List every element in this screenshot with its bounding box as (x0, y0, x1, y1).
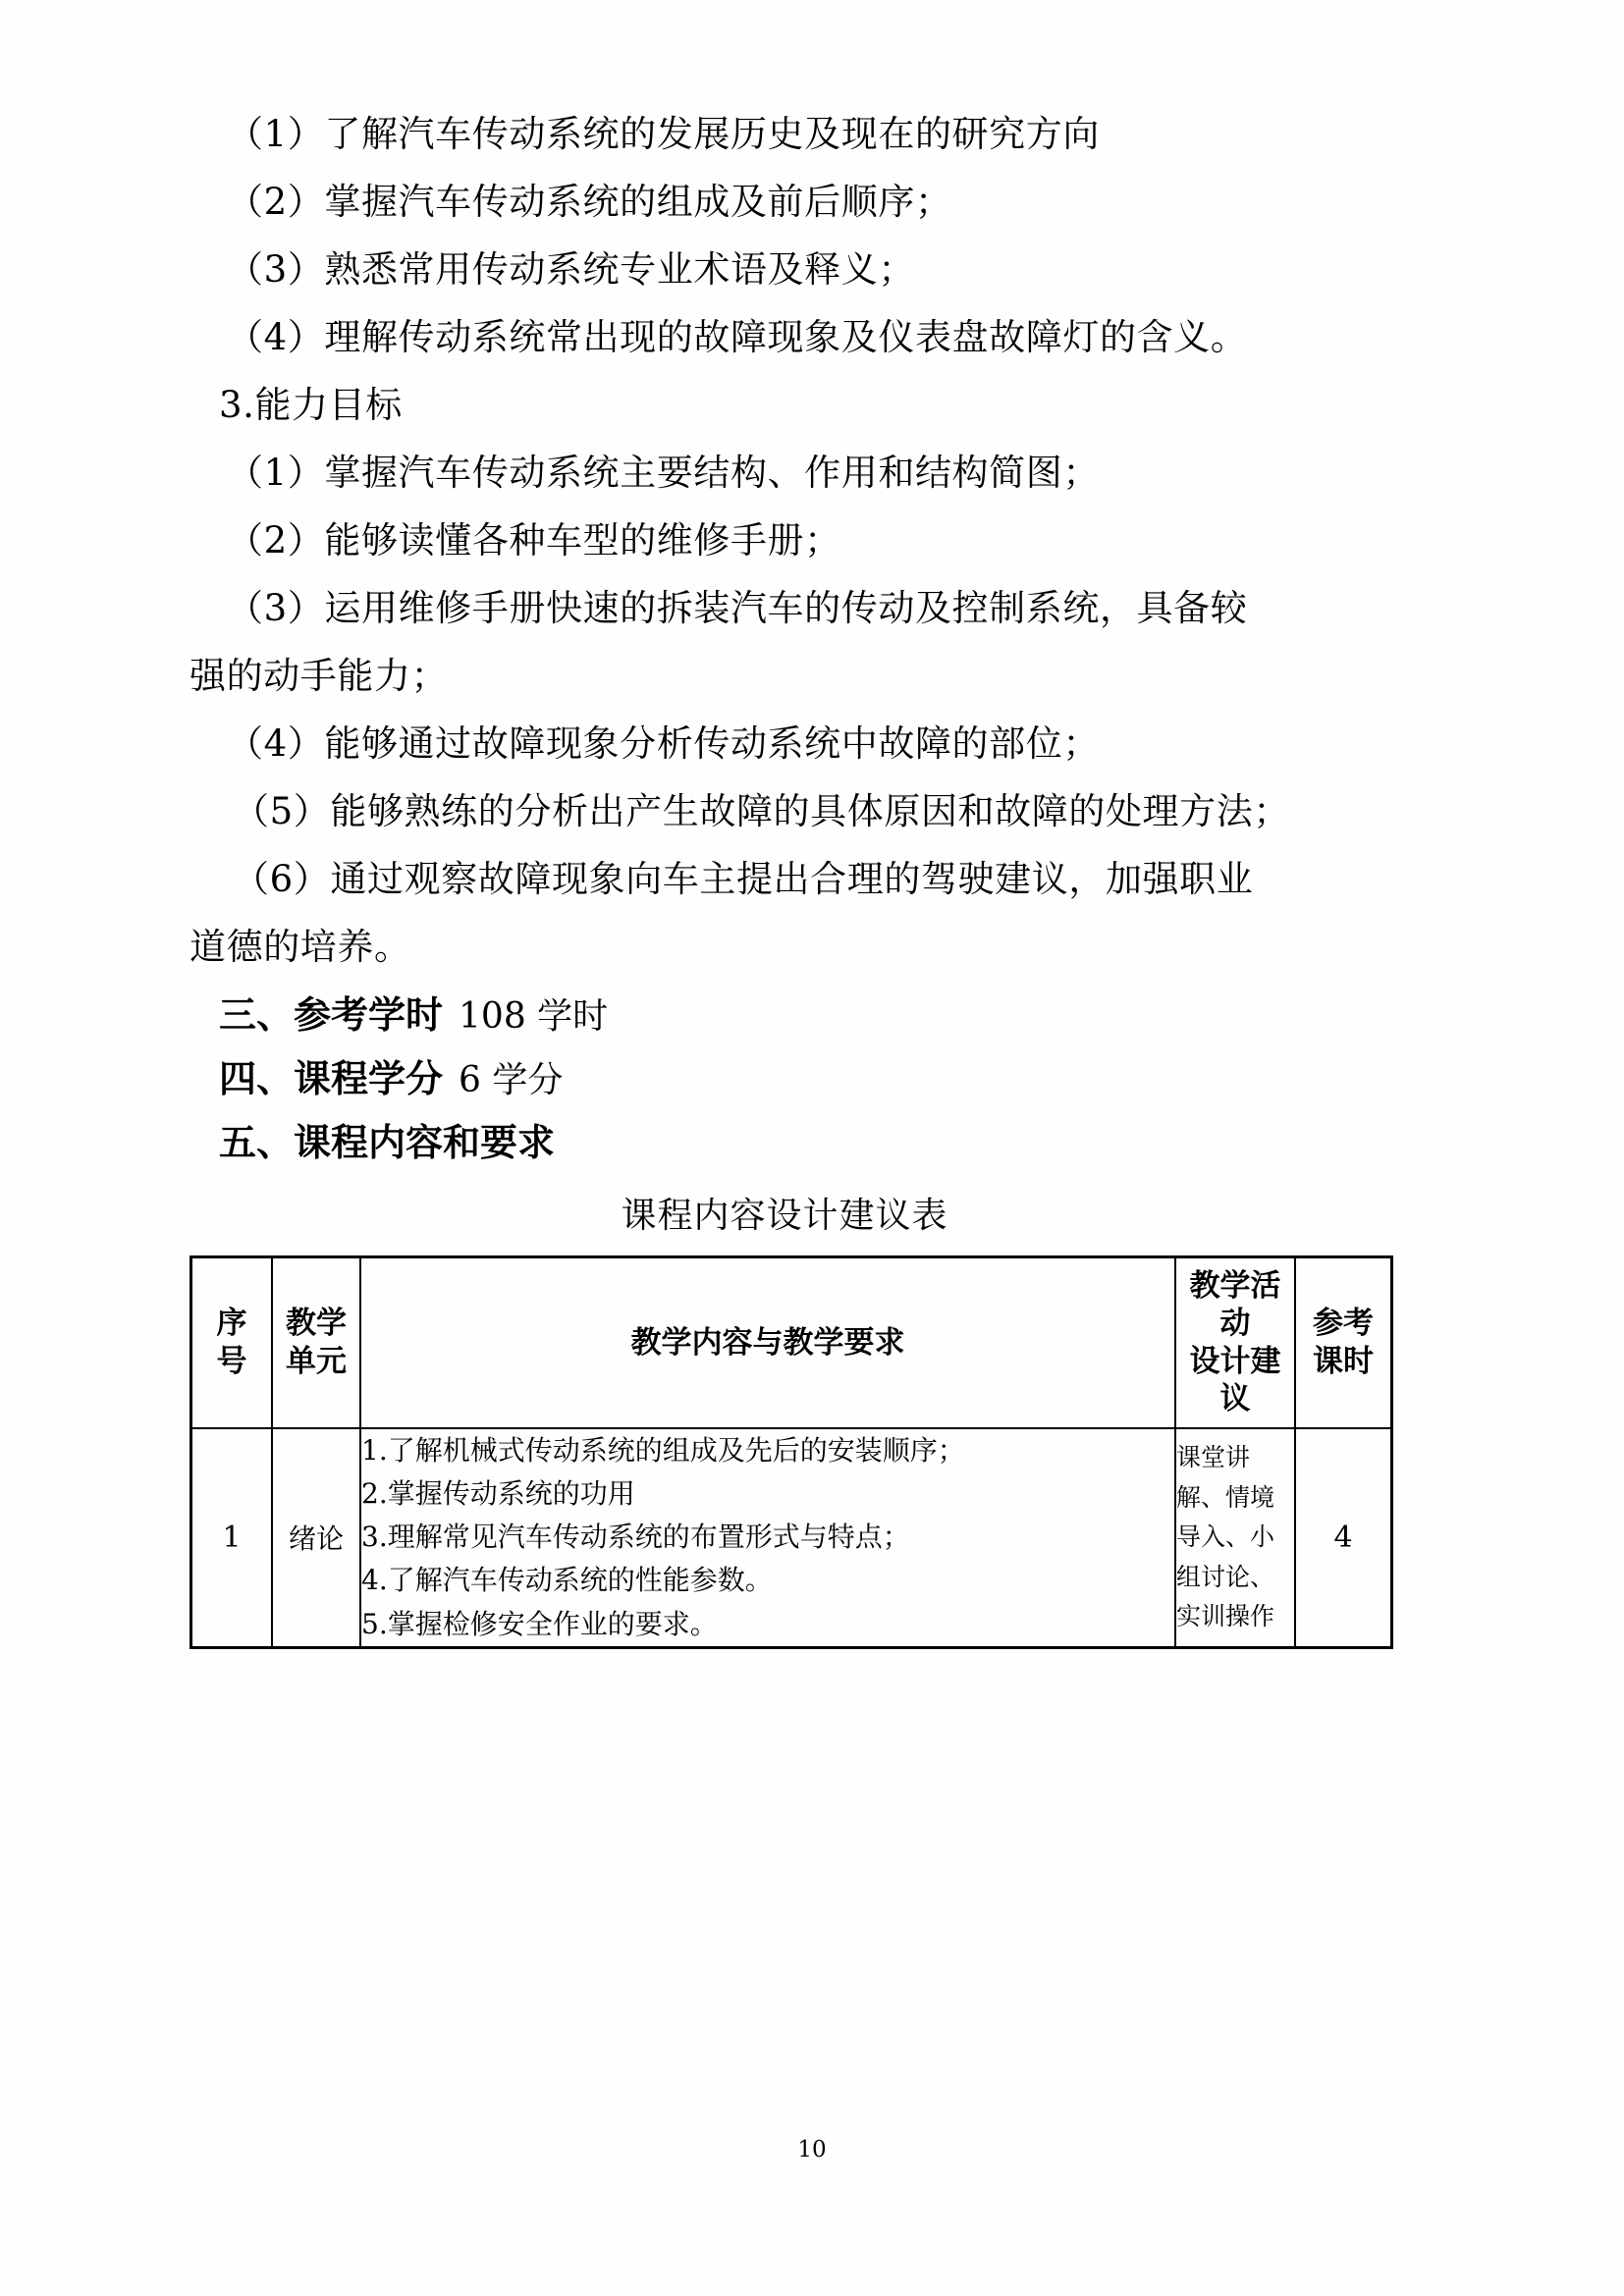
page-number: 10 (797, 2137, 827, 2163)
knowledge-objective-2: （2）掌握汽车传动系统的组成及前后顺序； (227, 181, 952, 223)
section-heading-three (189, 993, 1380, 1037)
ability-objectives-heading: 3.能力目标 (219, 384, 403, 426)
table-header-hours-line2: 课时 (1313, 1343, 1374, 1379)
ability-objective-3: （3）运用维修手册快速的拆装汽车的传动及控制系统，具备较 (227, 587, 1248, 629)
table-header-hours (1295, 1257, 1392, 1428)
table-header-content: 教学内容与教学要求 (360, 1257, 1175, 1428)
section-three-label: 三、参考学时 (219, 993, 444, 1037)
table-header-seq-line1: 序 (216, 1306, 247, 1342)
knowledge-objective-1: （1）了解汽车传动系统的发展历史及现在的研究方向 (227, 113, 1100, 155)
table-header-row (191, 1257, 1392, 1428)
row-content-line-1: 1.了解机械式传动系统的组成及先后的安装顺序； (361, 1433, 965, 1467)
row-unit: 绪论 (272, 1428, 360, 1648)
table-header-seq-line2: 号 (216, 1343, 247, 1379)
row-seq: 1 (191, 1428, 273, 1648)
section-heading-five (189, 1121, 1380, 1164)
knowledge-objective-4: （4）理解传动系统常出现的故障现象及仪表盘故障灯的含义。 (227, 316, 1248, 358)
section-three-value: 108 学时 (459, 996, 609, 1037)
table-row (191, 1428, 1392, 1648)
ability-objective-6-cont: 道德的培养。 (189, 926, 411, 968)
row-content-line-2: 2.掌握传动系统的功用 (361, 1476, 635, 1510)
table-header-unit (272, 1257, 360, 1428)
knowledge-objective-3: （3）熟悉常用传动系统专业术语及释义； (227, 248, 915, 291)
ability-objective-2: （2）能够读懂各种车型的维修手册； (227, 519, 841, 561)
table-title: 课程内容设计建议表 (621, 1196, 948, 1236)
row-content-line-4: 4.了解汽车传动系统的性能参数。 (361, 1564, 773, 1597)
table-header-activity (1175, 1257, 1295, 1428)
ability-objective-5: （5）能够熟练的分析出产生故障的具体原因和故障的处理方法； (233, 790, 1290, 832)
table-header-activity-line2: 设计建议 (1189, 1343, 1281, 1417)
row-activity: 课堂讲解、情境导入、小组讨论、实训操作 (1175, 1428, 1295, 1648)
ability-objective-6: （6）通过观察故障现象向车主提出合理的驾驶建议，加强职业 (233, 858, 1254, 900)
section-heading-four (189, 1057, 1380, 1100)
table-header-seq (191, 1257, 273, 1428)
course-content-table (189, 1255, 1393, 1649)
page-content (189, 113, 1380, 1649)
section-four-value: 6 学分 (459, 1060, 564, 1100)
ability-objective-4: （4）能够通过故障现象分析传动系统中故障的部位； (227, 722, 1100, 765)
row-content-line-3: 3.理解常见汽车传动系统的布置形式与特点； (361, 1521, 910, 1554)
table-header-hours-line1: 参考 (1313, 1306, 1374, 1342)
row-content-line-5: 5.掌握检修安全作业的要求。 (361, 1607, 718, 1640)
ability-objective-1: （1）掌握汽车传动系统主要结构、作用和结构简图； (227, 452, 1100, 494)
row-hours: 4 (1295, 1428, 1392, 1648)
table-header-activity-line1: 教学活动 (1189, 1268, 1281, 1342)
section-four-label: 四、课程学分 (219, 1057, 444, 1100)
row-content (360, 1428, 1175, 1648)
section-five-label: 五、课程内容和要求 (219, 1121, 556, 1164)
ability-objective-3-cont: 强的动手能力； (189, 655, 449, 697)
table-header-unit-line1: 教学 (286, 1306, 347, 1342)
table-header-unit-line2: 单元 (286, 1343, 347, 1379)
